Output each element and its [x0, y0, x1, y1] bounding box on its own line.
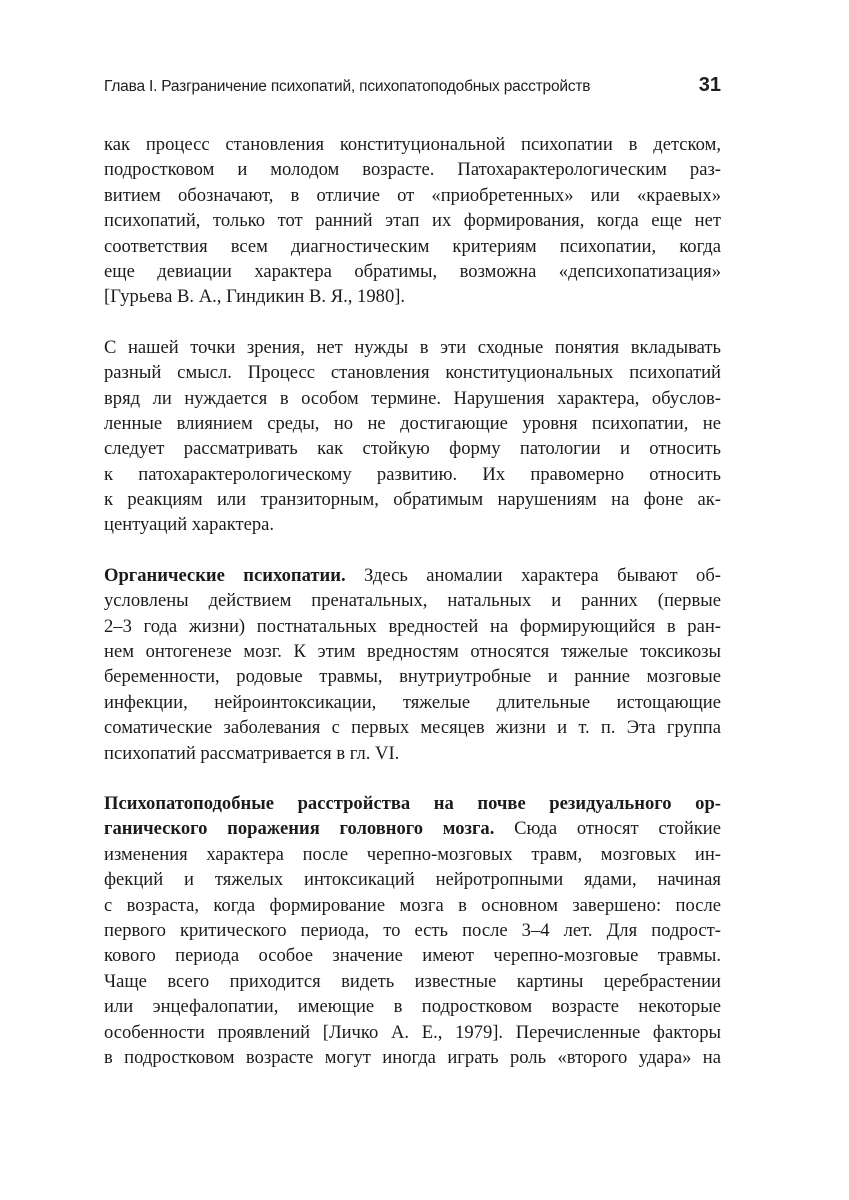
section-heading-organic: Органические психопатии. [104, 564, 346, 586]
text-line: соответствия всем диагностическим критериям психопатии, когда [104, 235, 721, 257]
body-text [104, 132, 721, 1095]
paragraph-psychopathy-like-disorders [104, 791, 721, 1070]
text-line: беременности, родовые травмы, внутриутробные и ранние мозговые [104, 666, 721, 688]
text-line: [Гурьева В. А., Гиндикин В. Я., 1980]. [104, 286, 406, 308]
text-line: центуаций характера. [104, 514, 275, 536]
text-line: Чаще всего приходится видеть известные картины церебрастении [104, 970, 721, 992]
paragraph-2 [104, 335, 721, 538]
text-line: С нашей точки зрения, нет нужды в эти сходные понятия вкладывать [104, 336, 721, 358]
text-line: витием обозначают, в отличие от «приобретенных» или «краевых» [104, 184, 721, 206]
text-line [104, 563, 721, 588]
text-line: к патохарактерологическому развитию. Их правомерно относить [104, 463, 721, 485]
paragraph-organic-psychopathies [104, 563, 721, 766]
text-line: вряд ли нуждается в особом термине. Нарушения характера, обуслов- [104, 387, 721, 409]
text-line: 2–3 года жизни) постнатальных вредностей на формирующийся в ран- [104, 615, 721, 637]
text-line: изменения характера после черепно-мозговых травм, мозговых ин- [104, 843, 721, 865]
text-line: условлены действием пренатальных, натальных и ранних (первые [104, 590, 721, 612]
running-title: Глава I. Разграничение психопатий, психопатоподобных расстройств [104, 78, 591, 95]
text-line: нем онтогенезе мозг. К этим вредностям относятся тяжелые токсикозы [104, 641, 721, 663]
text-line: разный смысл. Процесс становления конституциональных психопатий [104, 362, 721, 384]
text-line: как процесс становления конституциональной психопатии в детском, [104, 134, 721, 155]
text-line: кового периода особое значение имеют черепно-мозговые травмы. [104, 945, 721, 967]
text-line: инфекции, нейроинтоксикации, тяжелые длительные истощающие [104, 691, 721, 713]
text-line: с возраста, когда формирование мозга в основном завершено: после [104, 894, 721, 916]
text-line: ленные влиянием среды, но не достигающие уровня психопатии, не [104, 412, 721, 434]
text-line: первого критического периода, то есть после 3–4 лет. Для подрост- [104, 919, 721, 941]
section-heading-residual-organic: Психопатоподобные расстройства на почве резидуального ор- [104, 792, 721, 814]
text-line: подростковом и молодом возрасте. Патохарактерологическим раз- [104, 159, 721, 181]
text-line: психопатий, только тот ранний этап их формирования, когда еще нет [104, 210, 721, 232]
text-line: следует рассматривать как стойкую форму патологии и относить [104, 438, 721, 460]
section-heading-residual-organic-cont: ганического поражения головного мозга. [104, 818, 495, 840]
page-number: 31 [698, 74, 721, 96]
running-header [104, 74, 721, 100]
text-line: в подростковом возрасте могут иногда играть роль «второго удара» на [104, 1046, 721, 1068]
text-line [104, 816, 721, 841]
text-line: к реакциям или транзиторным, обратимым нарушениям на фоне ак- [104, 489, 721, 511]
text-run: Сюда относят стойкие [514, 818, 721, 840]
paragraph-1 [104, 132, 721, 310]
text-line: соматические заболевания с первых месяцев жизни и т. п. Эта группа [104, 717, 721, 739]
text-line: фекций и тяжелых интоксикаций нейротропными ядами, начиная [104, 869, 721, 891]
text-line: психопатий рассматривается в гл. VI. [104, 742, 400, 764]
text-line: еще девиации характера обратимы, возможна «депсихопатизация» [104, 260, 721, 282]
text-line: особенности проявлений [Личко А. Е., 1979]. Перечисленные факторы [104, 1021, 721, 1043]
text-line: или энцефалопатии, имеющие в подростковом возрасте некоторые [104, 996, 721, 1018]
text-run: Здесь аномалии характера бывают об- [364, 564, 721, 586]
